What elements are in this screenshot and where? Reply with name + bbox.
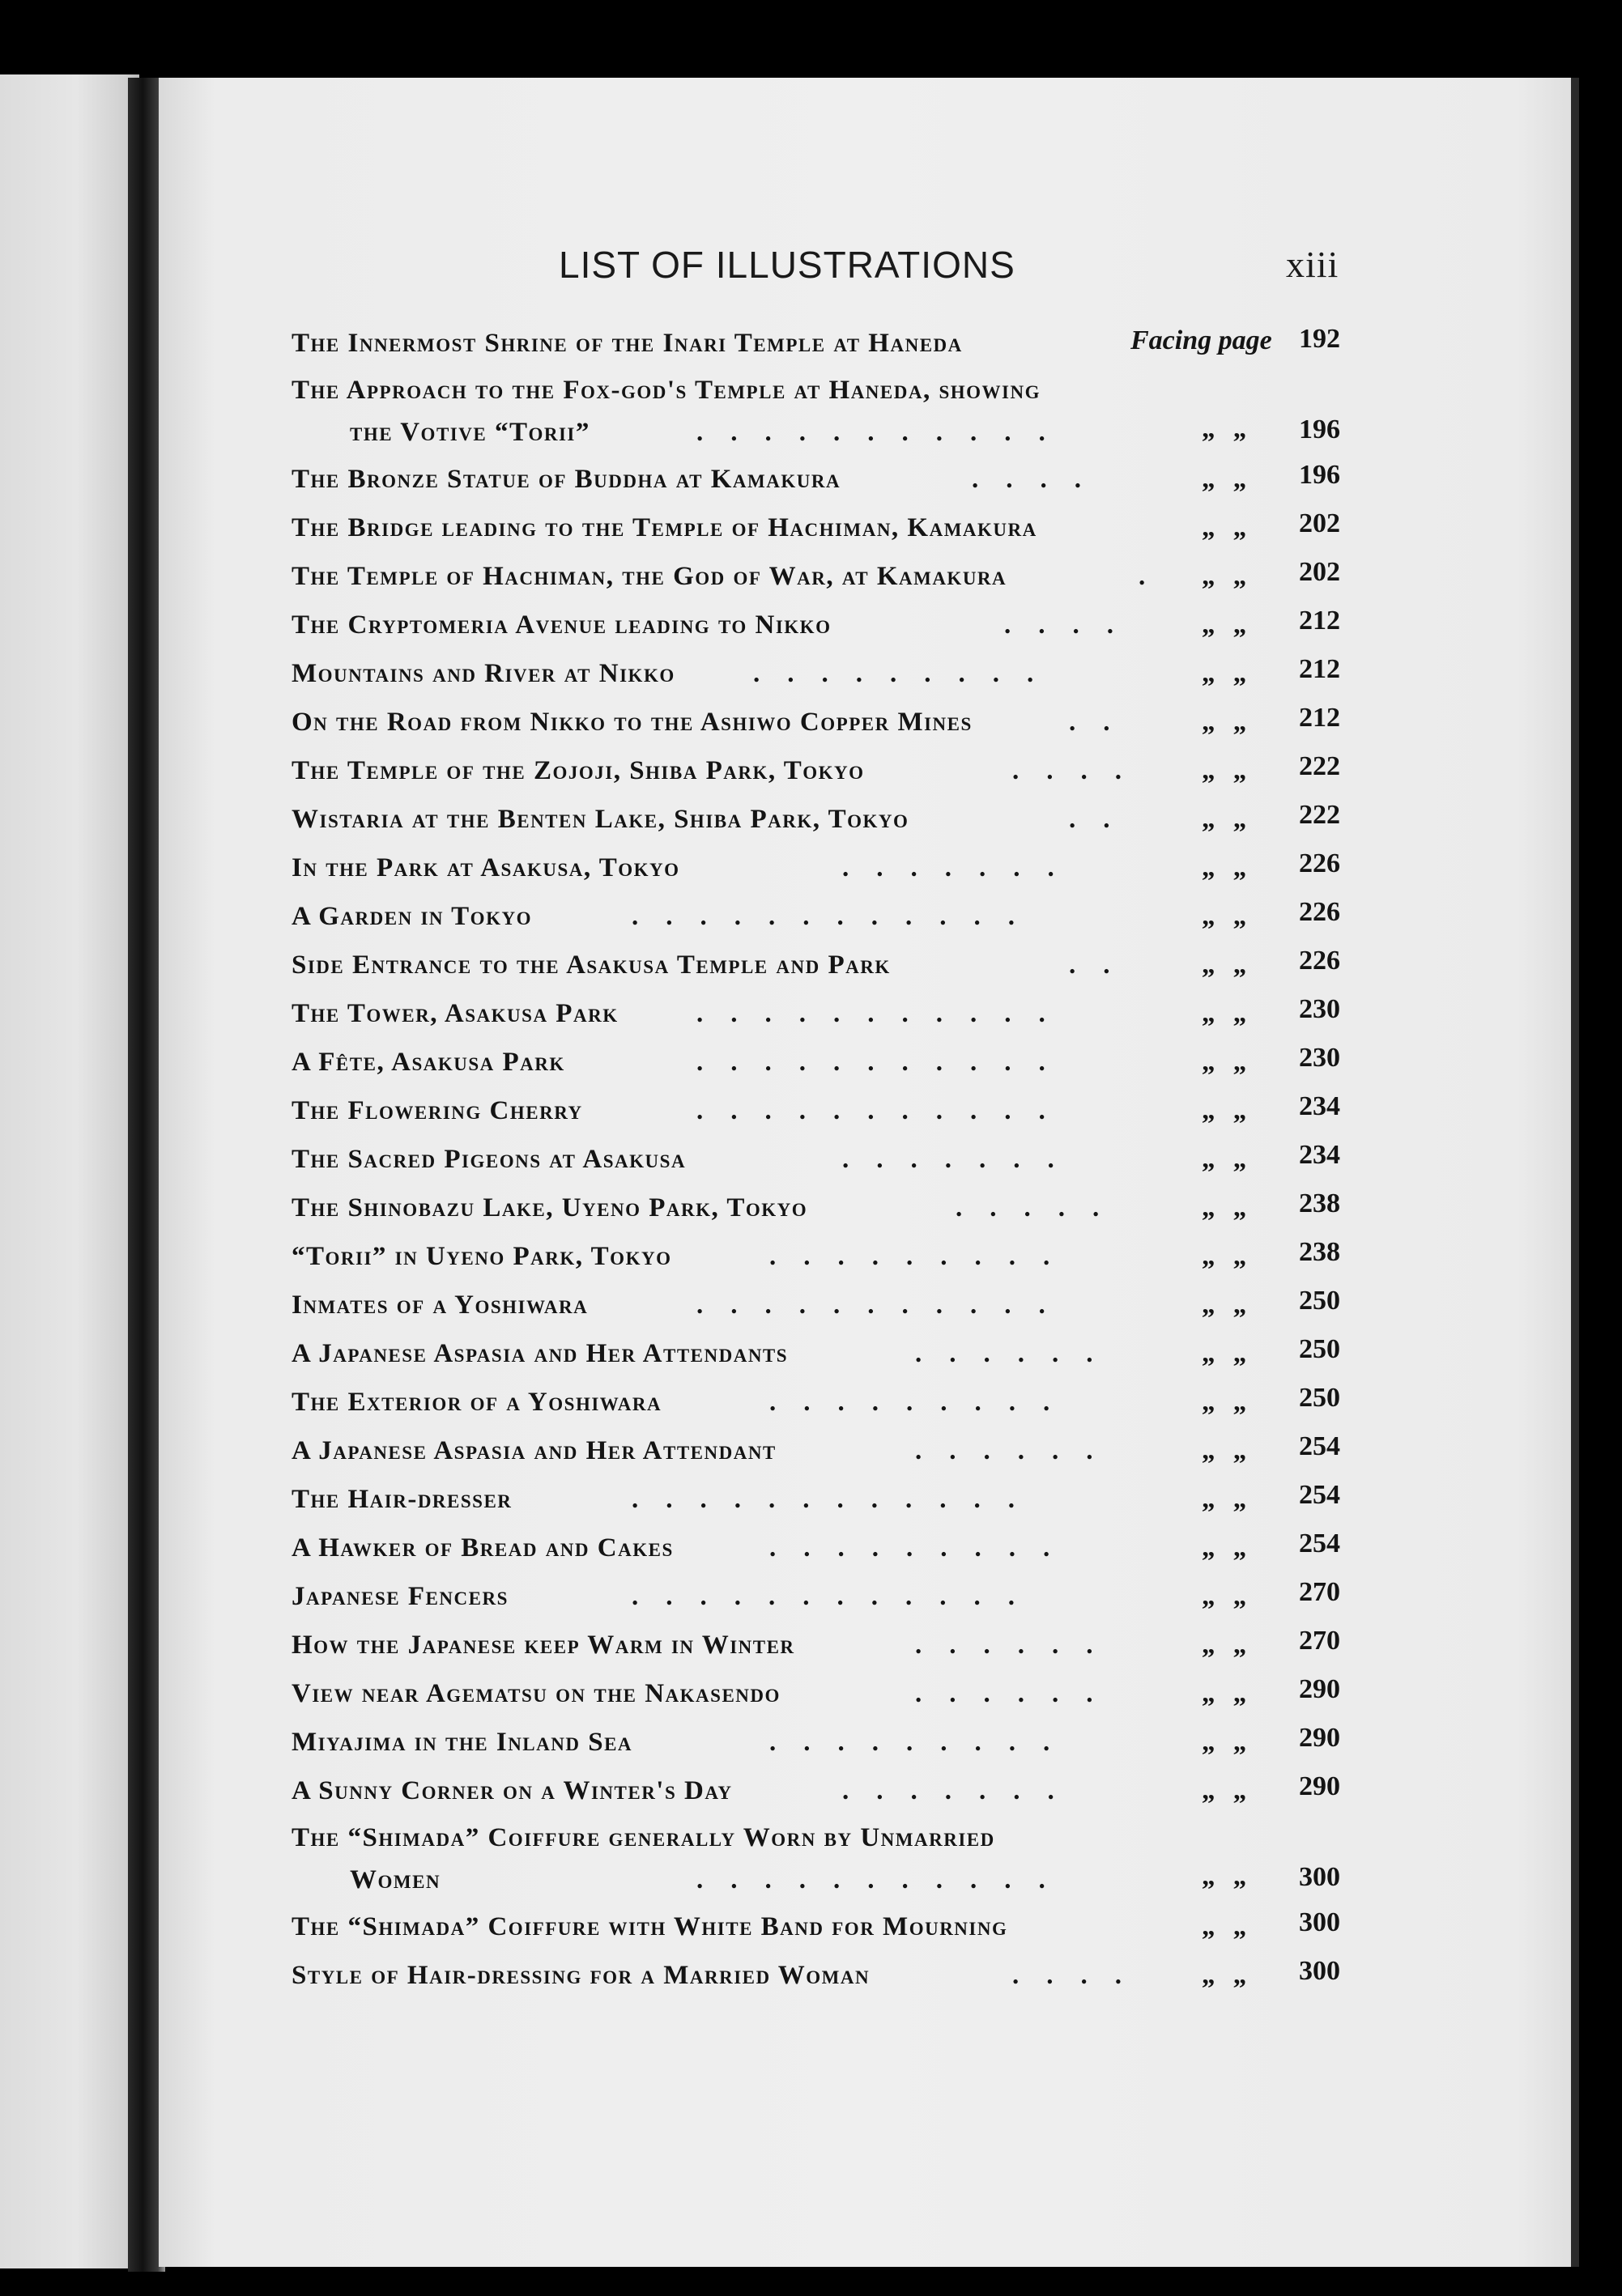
- facing-page-number: 250: [1299, 1286, 1340, 1316]
- ditto-marks: „ „: [1202, 1679, 1247, 1708]
- dot-leaders: ............: [632, 1582, 1042, 1611]
- facing-page-number: 226: [1299, 946, 1340, 976]
- page-title: LIST OF ILLUSTRATIONS: [559, 244, 1015, 286]
- ditto-marks: „ „: [1202, 1096, 1247, 1125]
- facing-page-number: 300: [1299, 1907, 1340, 1937]
- page-edge: [1571, 78, 1579, 2267]
- illustration-caption: “Torii” in Uyeno Park, Tokyo: [292, 1242, 672, 1271]
- facing-page-number: 250: [1299, 1334, 1340, 1364]
- illustration-caption: The Temple of the Zojoji, Shiba Park, Tokyo: [292, 756, 865, 785]
- illustration-caption: A Japanese Aspasia and Her Attendant: [292, 1436, 777, 1465]
- facing-page-number: 192: [1299, 324, 1340, 354]
- facing-page-number: 202: [1299, 557, 1340, 587]
- ditto-marks: „ „: [1202, 1485, 1247, 1514]
- dot-leaders: .........: [769, 1533, 1078, 1563]
- illustration-caption: The Bronze Statue of Buddha at Kamakura: [292, 465, 841, 494]
- illustration-caption: How the Japanese keep Warm in Winter: [292, 1631, 795, 1660]
- dot-leaders: ......: [915, 1436, 1121, 1465]
- ditto-marks: „ „: [1202, 1145, 1247, 1174]
- illustration-caption: A Garden in Tokyo: [292, 902, 532, 931]
- illustration-caption: Mountains and River at Nikko: [292, 659, 675, 688]
- illustration-caption: The Hair-dresser: [292, 1485, 513, 1514]
- ditto-marks: „ „: [1202, 1862, 1247, 1891]
- illustration-caption: Side Entrance to the Asakusa Temple and Park: [292, 950, 891, 980]
- facing-page-number: 230: [1299, 994, 1340, 1024]
- ditto-marks: „ „: [1202, 1728, 1247, 1757]
- dot-leaders: ............: [632, 1485, 1042, 1514]
- illustration-caption: On the Road from Nikko to the Ashiwo Copper Mines: [292, 708, 973, 737]
- dot-leaders: .......: [842, 853, 1082, 882]
- ditto-marks: „ „: [1202, 950, 1247, 980]
- ditto-marks: „ „: [1202, 1048, 1247, 1077]
- illustration-caption-continued: the Votive “Torii”: [350, 418, 590, 447]
- illustration-caption: A Sunny Corner on a Winter's Day: [292, 1776, 733, 1805]
- illustration-entry: [292, 371, 1344, 458]
- ditto-marks: „ „: [1202, 465, 1247, 494]
- dot-leaders: .......: [842, 1776, 1082, 1805]
- facing-page-number: 196: [1299, 415, 1340, 444]
- illustration-entry: [292, 1478, 1344, 1527]
- illustration-entry: [292, 1575, 1344, 1624]
- illustration-entry: [292, 1138, 1344, 1187]
- ditto-marks: „ „: [1202, 853, 1247, 882]
- ditto-marks: „ „: [1202, 513, 1247, 542]
- facing-page-number: 250: [1299, 1383, 1340, 1413]
- illustration-entry: [292, 458, 1344, 507]
- illustration-caption: The Bridge leading to the Temple of Hachiman, Kamakura: [292, 513, 1037, 542]
- ditto-marks: „ „: [1202, 1436, 1247, 1465]
- illustration-caption: A Hawker of Bread and Cakes: [292, 1533, 674, 1563]
- dot-leaders: ...........: [696, 1865, 1073, 1894]
- illustration-caption: Japanese Fencers: [292, 1582, 509, 1611]
- illustration-entry: [292, 653, 1344, 701]
- dot-leaders: ...........: [696, 418, 1073, 447]
- illustration-entry: [292, 322, 1344, 371]
- facing-page-number: 230: [1299, 1043, 1340, 1073]
- illustration-entry: [292, 1527, 1344, 1575]
- illustration-entry: [292, 1381, 1344, 1430]
- illustration-entry: [292, 1187, 1344, 1235]
- illustration-caption: The Tower, Asakusa Park: [292, 999, 619, 1028]
- ditto-marks: „ „: [1202, 1290, 1247, 1320]
- illustration-caption: A Japanese Aspasia and Her Attendants: [292, 1339, 789, 1368]
- ditto-marks: „ „: [1202, 1776, 1247, 1805]
- ditto-marks: „ „: [1202, 708, 1247, 737]
- dot-leaders: .......: [842, 1145, 1082, 1174]
- illustration-entry: [292, 555, 1344, 604]
- illustration-caption: The Sacred Pigeons at Asakusa: [292, 1145, 687, 1174]
- illustration-entry: [292, 1041, 1344, 1090]
- ditto-marks: „ „: [1202, 1242, 1247, 1271]
- facing-page-number: 212: [1299, 654, 1340, 684]
- illustration-caption: The “Shimada” Coiffure with White Band for Mourning: [292, 1912, 1008, 1941]
- facing-page-number: 300: [1299, 1862, 1340, 1892]
- illustration-caption: The Flowering Cherry: [292, 1096, 583, 1125]
- dot-leaders: ......: [915, 1631, 1121, 1660]
- facing-page-number: 238: [1299, 1237, 1340, 1267]
- facing-page-number: 212: [1299, 606, 1340, 636]
- illustration-entry: [292, 798, 1344, 847]
- illustration-caption: In the Park at Asakusa, Tokyo: [292, 853, 680, 882]
- ditto-marks: „ „: [1202, 1961, 1247, 1990]
- facing-page-number: 212: [1299, 703, 1340, 733]
- facing-page-number: 254: [1299, 1431, 1340, 1461]
- dot-leaders: .....: [956, 1193, 1127, 1222]
- illustration-caption-continued: Women: [350, 1865, 441, 1894]
- facing-page-number: 196: [1299, 460, 1340, 490]
- illustration-entry: [292, 701, 1344, 750]
- facing-page-number: 300: [1299, 1956, 1340, 1986]
- dot-leaders: ..: [1069, 708, 1138, 737]
- illustration-caption: A Fête, Asakusa Park: [292, 1048, 565, 1077]
- illustration-caption: Wistaria at the Benten Lake, Shiba Park, Tokyo: [292, 805, 909, 834]
- illustration-entry: [292, 993, 1344, 1041]
- illustration-entry: [292, 1430, 1344, 1478]
- illustration-caption: Miyajima in the Inland Sea: [292, 1728, 633, 1757]
- ditto-marks: „ „: [1202, 1193, 1247, 1222]
- illustrations-list: [292, 322, 1344, 2003]
- dot-leaders: ..: [1069, 805, 1138, 834]
- page-number: xiii: [1286, 244, 1339, 285]
- illustration-entry: [292, 1906, 1344, 1954]
- illustration-entry: [292, 1090, 1344, 1138]
- dot-leaders: ....: [1004, 610, 1141, 640]
- illustration-entry: [292, 1954, 1344, 2003]
- illustration-entry: [292, 1818, 1344, 1906]
- dot-leaders: .........: [753, 659, 1062, 688]
- dot-leaders: ......: [915, 1339, 1121, 1368]
- dot-leaders: ............: [632, 902, 1042, 931]
- illustration-entry: [292, 604, 1344, 653]
- illustration-entry: [292, 847, 1344, 895]
- illustration-caption: The Approach to the Fox-god's Temple at Haneda, showing: [292, 376, 1041, 405]
- dot-leaders: ....: [972, 465, 1109, 494]
- dot-leaders: ..: [1069, 950, 1138, 980]
- facing-page-number: 254: [1299, 1529, 1340, 1558]
- illustration-entry: [292, 750, 1344, 798]
- facing-page-number: 290: [1299, 1674, 1340, 1704]
- facing-left-page: [0, 74, 139, 2268]
- facing-page-number: 234: [1299, 1091, 1340, 1121]
- ditto-marks: „ „: [1202, 756, 1247, 785]
- dot-leaders: ...........: [696, 999, 1073, 1028]
- illustration-caption: View near Agematsu on the Nakasendo: [292, 1679, 781, 1708]
- dot-leaders: ....: [1012, 1961, 1149, 1990]
- facing-page-number: 202: [1299, 508, 1340, 538]
- dot-leaders: ....: [1012, 756, 1149, 785]
- facing-page-number: 222: [1299, 800, 1340, 830]
- dot-leaders: .........: [769, 1388, 1078, 1417]
- ditto-marks: „ „: [1202, 1582, 1247, 1611]
- facing-page-number: 234: [1299, 1140, 1340, 1170]
- ditto-marks: „ „: [1202, 902, 1247, 931]
- dot-leaders: ...........: [696, 1048, 1073, 1077]
- illustration-entry: [292, 507, 1344, 555]
- illustration-entry: [292, 1624, 1344, 1673]
- illustration-entry: [292, 1284, 1344, 1333]
- illustration-entry: [292, 1721, 1344, 1770]
- ditto-marks: „ „: [1202, 1912, 1247, 1941]
- illustration-caption: Style of Hair-dressing for a Married Woman: [292, 1961, 871, 1990]
- ditto-marks: „ „: [1202, 1388, 1247, 1417]
- facing-page-number: 254: [1299, 1480, 1340, 1510]
- dot-leaders: .........: [769, 1242, 1078, 1271]
- dot-leaders: .: [1139, 562, 1173, 591]
- dot-leaders: ......: [915, 1679, 1121, 1708]
- ditto-marks: „ „: [1202, 1631, 1247, 1660]
- ditto-marks: „ „: [1202, 659, 1247, 688]
- illustration-entry: [292, 1333, 1344, 1381]
- illustration-caption: The Cryptomeria Avenue leading to Nikko: [292, 610, 832, 640]
- facing-page-number: 222: [1299, 751, 1340, 781]
- dot-leaders: .........: [769, 1728, 1078, 1757]
- ditto-marks: „ „: [1202, 999, 1247, 1028]
- facing-page-label: Facing page: [1130, 325, 1272, 355]
- ditto-marks: „ „: [1202, 805, 1247, 834]
- facing-page-number: 226: [1299, 848, 1340, 878]
- ditto-marks: „ „: [1202, 415, 1247, 444]
- illustration-caption: The Shinobazu Lake, Uyeno Park, Tokyo: [292, 1193, 808, 1222]
- illustration-caption: The Innermost Shrine of the Inari Temple at Haneda: [292, 329, 963, 358]
- illustration-entry: [292, 1770, 1344, 1818]
- illustration-entry: [292, 1673, 1344, 1721]
- illustration-entry: [292, 1235, 1344, 1284]
- illustration-caption: The “Shimada” Coiffure generally Worn by Unmarried: [292, 1823, 995, 1852]
- facing-page-number: 270: [1299, 1626, 1340, 1656]
- illustration-entry: [292, 895, 1344, 944]
- facing-page-number: 290: [1299, 1723, 1340, 1753]
- illustration-entry: [292, 944, 1344, 993]
- illustration-caption: Inmates of a Yoshiwara: [292, 1290, 589, 1320]
- facing-page-number: 238: [1299, 1188, 1340, 1218]
- ditto-marks: „ „: [1202, 1533, 1247, 1563]
- dot-leaders: ...........: [696, 1096, 1073, 1125]
- facing-page-number: 226: [1299, 897, 1340, 927]
- facing-page-number: 290: [1299, 1771, 1340, 1801]
- illustration-caption: The Exterior of a Yoshiwara: [292, 1388, 662, 1417]
- ditto-marks: „ „: [1202, 562, 1247, 591]
- illustration-caption: The Temple of Hachiman, the God of War, at Kamakura: [292, 562, 1007, 591]
- dot-leaders: ...........: [696, 1290, 1073, 1320]
- ditto-marks: „ „: [1202, 1339, 1247, 1368]
- facing-page-number: 270: [1299, 1577, 1340, 1607]
- ditto-marks: „ „: [1202, 610, 1247, 640]
